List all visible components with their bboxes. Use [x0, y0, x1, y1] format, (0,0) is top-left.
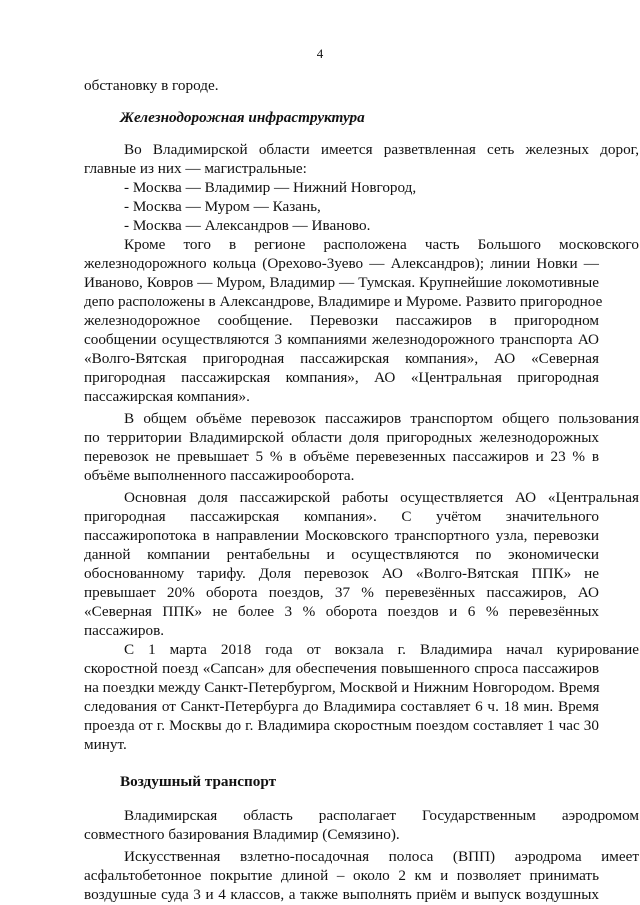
page-number: 4	[316, 46, 324, 61]
text-line: Во Владимирской области имеется разветвленная сеть железных дорог,	[124, 141, 639, 158]
text-line: скоростной поезд «Сапсан» для обеспечения повышенного спроса пассажиров	[84, 660, 599, 677]
list-item: - Москва — Муром — Казань,	[124, 198, 321, 215]
text-line: «Северная ППК» не более 3 % оборота поездов и 6 % перевезённых	[84, 603, 599, 620]
text-line: сообщении осуществляются 3 компаниями железнодорожного транспорта АО	[84, 331, 599, 348]
text-line: по территории Владимирской области доля пригородных железнодорожных	[84, 429, 599, 446]
text-line: железнодорожное сообщение. Перевозки пассажиров в пригородном	[84, 312, 599, 329]
text-line: асфальтобетонное покрытие длиной – около 2 км и позволяет принимать	[84, 867, 599, 884]
text-line: Искусственная взлетно-посадочная полоса (ВПП) аэродрома имеет	[124, 848, 639, 865]
text-line: В общем объёме перевозок пассажиров транспортом общего пользования	[124, 410, 639, 427]
text-line: на поездки между Санкт-Петербургом, Москвой и Нижним Новгородом. Время	[84, 679, 600, 696]
text-line: обоснованному тарифу. Доля перевозок АО «Волго-Вятская ППК» не	[84, 565, 599, 582]
text-line: превышает 20% оборота поездов, 37 % перевезённых пассажиров, АО	[84, 584, 599, 601]
text-line: совместного базирования Владимир (Семязино).	[84, 826, 400, 843]
section-heading-air: Воздушный транспорт	[120, 773, 277, 790]
text-line: главные из них — магистральные:	[84, 160, 307, 177]
text-line: С 1 марта 2018 года от вокзала г. Владимира начал курирование	[124, 641, 639, 658]
text-line: проезда от г. Москвы до г. Владимира скоростным поездом составляет 1 час 30	[84, 717, 599, 734]
text-line: пригородная пассажирская компания», АО «Центральная пригородная	[84, 369, 599, 386]
text-line: Основная доля пассажирской работы осуществляется АО «Центральная	[124, 489, 639, 506]
list-item: - Москва — Александров — Иваново.	[124, 217, 371, 234]
text-line: пассажиропотока в направлении Московского транспортного узла, перевозки	[84, 527, 599, 544]
section-heading-railway: Железнодорожная инфраструктура	[120, 109, 365, 126]
text-line: Иваново, Ковров — Муром, Владимир — Тумская. Крупнейшие локомотивные	[84, 274, 599, 291]
text-line: обстановку в городе.	[84, 77, 219, 94]
text-line: пригородная пассажирская компания». С учётом значительного	[84, 508, 599, 525]
text-line: пассажиров.	[84, 622, 165, 639]
text-line: минут.	[84, 736, 127, 753]
text-line: пассажирская компания».	[84, 388, 250, 405]
text-line: перевозок не превышает 5 % в объёме перевезенных пассажиров и 23 % в	[84, 448, 599, 465]
text-line: данной компании рентабельны и осуществляются по экономически	[84, 546, 599, 563]
text-line: воздушные суда 3 и 4 классов, а также выполнять приём и выпуск воздушных	[84, 886, 599, 903]
text-line: железнодорожного кольца (Орехово-Зуево — Александров); линии Новки —	[84, 255, 599, 272]
text-line: объёме выполненного пассажирооборота.	[84, 467, 355, 484]
text-line: Кроме того в регионе расположена часть Большого московского	[124, 236, 639, 253]
text-line: «Волго-Вятская пригородная пассажирская компания», АО «Северная	[84, 350, 599, 367]
text-line: следования от Санкт-Петербурга до Владимира составляет 6 ч. 18 мин. Время	[84, 698, 599, 715]
text-line: Владимирская область располагает Государственным аэродромом	[124, 807, 639, 824]
list-item: - Москва — Владимир — Нижний Новгород,	[124, 179, 417, 196]
text-line: депо расположены в Александрове, Владимире и Муроме. Развито пригородное	[84, 293, 603, 310]
